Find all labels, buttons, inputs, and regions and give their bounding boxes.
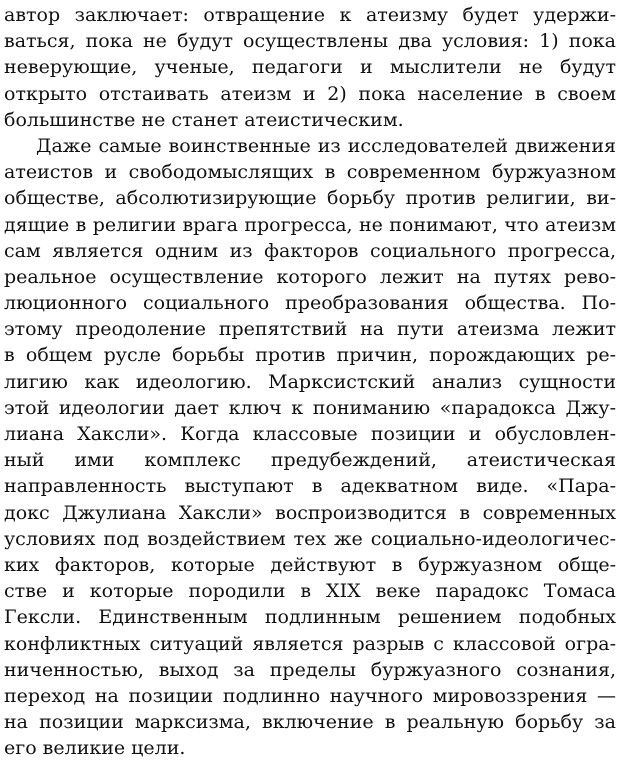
- text-line: этому преодоление препятствий на пути атеизма лежит: [4, 318, 616, 341]
- text-line: ваться, пока не будут осуществлены два условия: 1) пока: [4, 30, 616, 53]
- text-line: на позиции марксизма, включение в реальную борьбу за: [4, 711, 616, 734]
- text-line: ный ими комплекс предубеждений, атеистическая: [4, 449, 616, 472]
- text-line: переход на позиции подлинно научного мировоззрения —: [4, 684, 616, 707]
- text-line: дящие в религии врага прогресса, не понимают, что атеизм: [4, 213, 616, 236]
- text-line: ких факторов, которые действуют в буржуазном обще-: [4, 553, 616, 576]
- text-line: условиях под воздействием тех же социально-идеологичес-: [4, 527, 616, 550]
- text-line: конфликтных ситуаций является разрыв с классовой огра-: [4, 632, 616, 655]
- text-line: этой идеологии дает ключ к пониманию «парадокса Джу-: [4, 396, 616, 419]
- text-line: ниченностью, выход за пределы буржуазного сознания,: [4, 658, 616, 681]
- text-line: открыто отстаивать атеизм и 2) пока население в своем: [4, 82, 616, 105]
- text-line: реальное осуществление которого лежит на путях рево-: [4, 265, 616, 288]
- text-line: докс Джулиана Хаксли» воспроизводится в современных: [4, 501, 616, 524]
- text-line: Гексли. Единственным подлинным решением подобных: [4, 606, 616, 629]
- text-line: Даже самые воинственные из исследователей движения: [36, 134, 616, 157]
- text-line: атеистов и свободомыслящих в современном буржуазном: [4, 161, 616, 184]
- text-line: его великие цели.: [4, 737, 186, 760]
- text-line: лиана Хаксли». Когда классовые позиции и обусловлен-: [4, 423, 616, 445]
- text-line: обществе, абсолютизирующие борьбу против религии, ви-: [4, 187, 616, 210]
- text-line: автор заключает: отвращение к атеизму будет удержи-: [4, 4, 616, 26]
- text-line: в общем русле борьбы против причин, порождающих ре-: [4, 344, 616, 367]
- text-line: лигию как идеологию. Марксистский анализ сущности: [4, 370, 616, 393]
- text-line: направленность выступают в адекватном виде. «Пара-: [4, 475, 616, 498]
- text-line: неверующие, ученые, педагоги и мыслители не будут: [4, 56, 616, 79]
- paragraph-1: [4, 2, 616, 133]
- paragraph-2: [4, 133, 616, 761]
- text-line: большинстве не станет атеистическим.: [4, 108, 404, 131]
- text-line: люционного социального преобразования общества. По-: [4, 292, 616, 315]
- text-line: сам является одним из факторов социального прогресса,: [4, 239, 616, 262]
- text-line: стве и которые породили в XIX веке парадокс Томаса: [4, 580, 616, 603]
